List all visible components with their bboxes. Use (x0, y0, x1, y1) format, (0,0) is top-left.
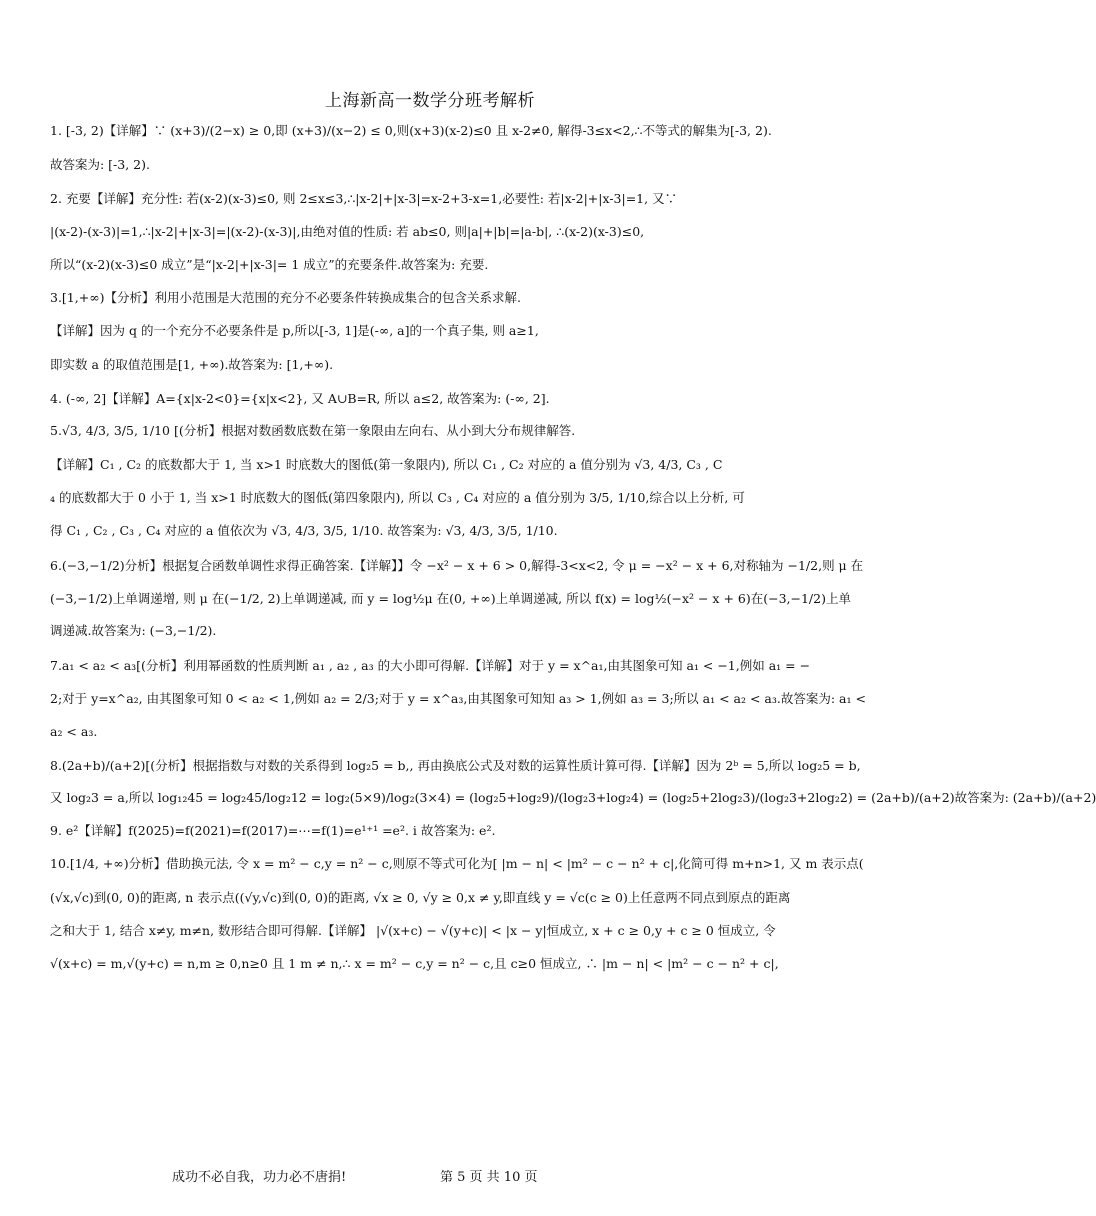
text-line: (√x,√c)到(0, 0)的距离, n 表示点((√y,√c)到(0, 0)的距离, √x ≥ 0, √y ≥ 0,x ≠ y,即直线 y = √c(c ≥ 0)上任意两不同点到原点的距离 (50, 890, 791, 905)
text-line: 调递减.故答案为: (−3,−1/2). (50, 623, 217, 638)
footer-motto: 成功不必自我，功力必不唐捐! (172, 1170, 347, 1185)
text-line: 故答案为: [-3, 2). (50, 157, 150, 172)
text-line: a₂ < a₃. (50, 724, 98, 739)
text-line: 得 C₁ , C₂ , C₃ , C₄ 对应的 a 值依次为 √3, 4/3, 3/5, 1/10. 故答案为: √3, 4/3, 3/5, 1/10. (50, 523, 558, 538)
text-line: 5.√3, 4/3, 3/5, 1/10 [(分析】根据对数函数底数在第一象限由左向右、从小到大分布规律解答. (50, 423, 576, 438)
text-line: 又 log₂3 = a,所以 log₁₂45 = log₂45/log₂12 = log₂(5×9)/log₂(3×4) = (log₂5+log₂9)/(log₂3+log₂4) = (log₂5+2log₂3)/(log₂3+2log₂2) = (2a+b)/(a+2)故答案为: (2a+b)/(a+2) (50, 790, 1096, 805)
footer-page-info: 第 5 页 共 10 页 (440, 1170, 538, 1185)
text-line: ₄ 的底数都大于 0 小于 1, 当 x>1 时底数大的图低(第四象限内), 所以 C₃ , C₄ 对应的 a 值分别为 3/5, 1/10,综合以上分析, 可 (50, 490, 745, 505)
text-line: 【详解】C₁ , C₂ 的底数都大于 1, 当 x>1 时底数大的图低(第一象限内), 所以 C₁ , C₂ 对应的 a 值分别为 √3, 4/3, C₃ , C (50, 457, 723, 472)
page-title: 上海新高一数学分班考解析 (325, 91, 535, 111)
text-line: 4. (-∞, 2]【详解】A={x|x-2<0}={x|x<2}, 又 A∪B=R, 所以 a≤2, 故答案为: (-∞, 2]. (50, 391, 550, 406)
text-line: 之和大于 1, 结合 x≠y, m≠n, 数形结合即可得解.【详解】 |√(x+c) − √(y+c)| < |x − y|恒成立, x + c ≥ 0,y + c ≥ 0 恒成立, 令 (50, 923, 776, 938)
text-line: 10.[1/4, +∞)分析】借助换元法, 令 x = m² − c,y = n² − c,则原不等式可化为[ |m − n| < |m² − c − n² + c|,化简可得 m+n>1, 又 m 表示点( (50, 856, 864, 871)
text-line: 7.a₁ < a₂ < a₃[(分析】利用幂函数的性质判断 a₁ , a₂ , a₃ 的大小即可得解.【详解】对于 y = x^a₁,由其图象可知 a₁ < −1,例如 a₁ = − (50, 658, 811, 673)
text-line: 1. [-3, 2)【详解】∵ (x+3)/(2−x) ≥ 0,即 (x+3)/(x−2) ≤ 0,则(x+3)(x-2)≤0 且 x-2≠0, 解得-3≤x<2,∴不等式的解集为[-3, 2). (50, 123, 772, 138)
text-line: 【详解】因为 q 的一个充分不必要条件是 p,所以[-3, 1]是(-∞, a]的一个真子集, 则 a≥1, (50, 323, 539, 338)
text-line: 6.(−3,−1/2)分析】根据复合函数单调性求得正确答案.【详解】】令 −x² − x + 6 > 0,解得-3<x<2, 令 μ = −x² − x + 6,对称轴为 −1/2,则 μ 在 (50, 558, 864, 573)
text-line: √(x+c) = m,√(y+c) = n,m ≥ 0,n≥0 且 1 m ≠ n,∴ x = m² − c,y = n² − c,且 c≥0 恒成立, ∴ |m − n| < |m² − c − n² + c|, (50, 956, 779, 971)
text-line: 2;对于 y=x^a₂, 由其图象可知 0 < a₂ < 1,例如 a₂ = 2/3;对于 y = x^a₃,由其图象可知知 a₃ > 1,例如 a₃ = 3;所以 a₁ < a₂ < a₃.故答案为: a₁ < (50, 691, 866, 706)
text-line: (−3,−1/2)上单调递增, 则 μ 在(−1/2, 2)上单调递减, 而 y = log½μ 在(0, +∞)上单调递减, 所以 f(x) = log½(−x² − x + 6)在(−3,−1/2)上单 (50, 591, 851, 606)
text-line: 即实数 a 的取值范围是[1, +∞).故答案为: [1,+∞). (50, 357, 334, 372)
text-line: 3.[1,+∞)【分析】利用小范围是大范围的充分不必要条件转换成集合的包含关系求解. (50, 290, 521, 305)
text-line: 所以“(x-2)(x-3)≤0 成立”是“|x-2|+|x-3|= 1 成立”的充要条件.故答案为: 充要. (50, 257, 489, 272)
text-line: |(x-2)-(x-3)|=1,∴|x-2|+|x-3|=|(x-2)-(x-3)|,由绝对值的性质: 若 ab≤0, 则|a|+|b|=|a-b|, ∴(x-2)(x-3)≤0, (50, 224, 645, 239)
text-line: 8.(2a+b)/(a+2)[(分析】根据指数与对数的关系得到 log₂5 = b,, 再由换底公式及对数的运算性质计算可得.【详解】因为 2ᵇ = 5,所以 log₂5 = b, (50, 758, 861, 773)
text-line: 2. 充要【详解】充分性: 若(x-2)(x-3)≤0, 则 2≤x≤3,∴|x-2|+|x-3|=x-2+3-x=1,必要性: 若|x-2|+|x-3|=1, 又∵ (50, 191, 678, 206)
text-line: 9. e²【详解】f(2025)=f(2021)=f(2017)=⋯=f(1)=e¹⁺¹ =e². i 故答案为: e². (50, 823, 496, 838)
